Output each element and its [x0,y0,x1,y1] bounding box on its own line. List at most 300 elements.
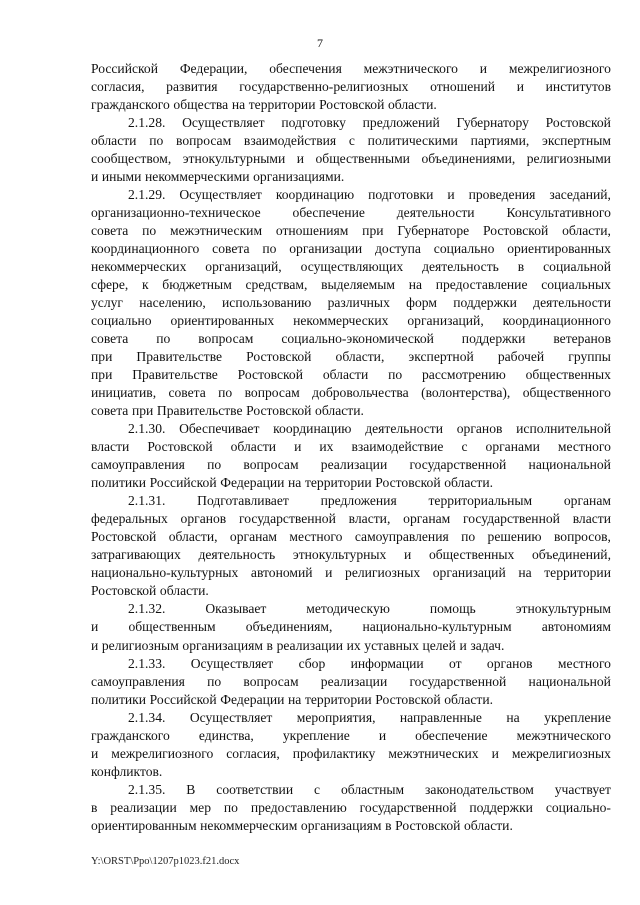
text-line [91,276,611,294]
text-line [91,60,611,78]
paragraph [91,492,611,600]
text-line [91,655,611,673]
word: 2.1.28. [128,115,166,131]
word: по [207,457,222,473]
word: к [141,277,149,293]
word: Оказывает [205,601,267,617]
text-line [91,763,611,781]
word: вопросам [243,457,299,473]
text-line [91,510,611,528]
word: межрелигиозных [511,745,611,761]
page-number: 7 [317,36,323,50]
text-line [91,745,611,763]
word: организациям [182,637,263,653]
word: органам [403,511,451,527]
word: местного [557,439,611,455]
word: поддержки [453,295,517,311]
word: организационно-техническое [91,205,261,221]
word: поддержки [461,331,526,347]
text-line [91,204,611,222]
word: обеспечения [269,61,342,76]
word: группы [568,349,611,365]
document-body [91,60,611,835]
word: 2.1.34. [128,709,166,725]
word: социально [433,241,495,257]
text-line [91,132,611,150]
word: государственной [409,457,507,473]
word: и [91,637,99,653]
word: Правительстве [156,403,243,419]
word: государственной [409,673,507,689]
word: области, [168,529,218,545]
word: Губернаторе [397,223,470,239]
paragraph [91,60,611,114]
word: при [131,403,154,419]
word: территории [304,475,372,491]
word: Ростовской [91,583,157,599]
word: территориальным [428,493,533,509]
text-line [91,781,611,799]
word: на [288,475,302,491]
word: организаций, [205,259,282,275]
paragraph [91,655,611,709]
word: различных [327,295,390,311]
word: подготовку [281,115,346,131]
word: реализации [320,457,388,473]
word: общества [173,97,229,113]
word: органам [229,529,278,545]
word: организациям [300,817,382,833]
word: 2.1.35. [128,781,166,797]
word: объединениями, [421,151,516,167]
text-line [91,114,611,132]
word: и [378,727,387,743]
word: мероприятия, [296,709,376,725]
word: организации [289,241,363,257]
word: религиозным [101,637,179,653]
word: области. [315,403,364,419]
word: общественных [525,367,611,383]
text-line [91,186,611,204]
word: Ростовской [246,403,312,419]
word: законодательством [425,781,534,797]
word: проведения [468,187,536,203]
word: общественным [128,619,216,635]
word: и [296,151,305,167]
word: и [91,745,99,761]
word: и [479,61,488,76]
word: иными [101,169,142,185]
word: помощь [429,601,476,617]
word: затрагивающих [91,547,181,563]
word: объединениям, [245,619,333,635]
word: гражданского [91,727,170,743]
word: деятельности [365,421,444,437]
word: Федерации, [179,61,248,76]
word: организаций [432,565,506,581]
text-line [91,330,611,348]
word: их [346,637,361,653]
word: местного [289,529,343,545]
word: отношений [430,79,496,95]
text-line [91,709,611,727]
text-line [91,150,611,168]
paragraph [91,114,611,186]
word: гражданского [91,97,170,113]
word: совета [91,331,129,347]
word: по [388,367,403,383]
word: мер [189,799,212,815]
word: территории [248,97,316,113]
word: сфере, [91,277,129,293]
word: автономий [250,565,313,581]
text-line [91,96,611,114]
word: национальной [528,673,611,689]
word: Ростовской [482,223,549,239]
word: вопросам [244,385,300,401]
word: по [156,331,171,347]
word: Федерации [220,691,285,707]
word: социальной [543,259,611,275]
word: власти [572,511,611,527]
word: общественными [315,151,410,167]
word: 2.1.30. [128,421,166,437]
word: органов [180,511,227,527]
text-line [91,222,611,240]
word: Консультативного [506,205,611,221]
word: отношениям [275,223,349,239]
word: и [404,547,412,563]
paragraph [91,420,611,492]
word: В [186,781,196,797]
word: взаимодействия [243,133,337,149]
word: территории [304,691,372,707]
word: органов [456,421,503,437]
word: области, [335,349,385,365]
word: в [266,637,273,653]
word: социально [91,313,152,329]
word: осуществляющих [300,259,404,275]
word: межрелигиозного [111,745,214,761]
word: координационного [502,313,611,329]
word: по [207,673,222,689]
word: и [91,169,99,185]
text-line [91,240,611,258]
word: Осуществляет [182,115,265,131]
word: государственной [463,511,560,527]
word: доступа [375,241,421,257]
paragraph [91,600,611,654]
word: деятельности [533,295,611,311]
word: власти, [348,511,391,527]
text-line [91,637,611,655]
word: участвует [554,781,611,797]
word: области. [444,475,494,491]
word: межэтнического [516,727,611,743]
word: согласия, [226,745,280,761]
word: области [230,439,277,455]
text-line [91,673,611,691]
word: национально-культурным [362,619,512,635]
word: вопросам [176,133,232,149]
word: направленные [399,709,482,725]
word: целей [422,637,456,653]
word: 2.1.31. [128,493,166,509]
word: экспертным [541,133,611,149]
word: Ростовской [237,367,303,383]
word: самоуправления [91,457,185,473]
text-line [91,691,611,709]
word: Ростовской [319,97,385,113]
word: в [517,259,525,275]
word: местного [557,655,611,671]
word: и [91,619,99,635]
word: органов [486,655,533,671]
word: области, [562,223,611,239]
word: некоммерческих [293,313,389,329]
word: координационного [91,241,200,257]
word: и [516,79,524,95]
paragraph [91,186,611,420]
word: общественных [428,547,515,563]
word: области. [444,691,494,707]
word: области. [387,97,437,113]
word: при [91,349,113,365]
word: методическую [306,601,390,617]
text-line [91,366,611,384]
word: политическими [367,133,458,149]
text-line [91,438,611,456]
word: при [362,223,384,239]
word: предоставлению [250,799,347,815]
word: бюджетным [162,277,232,293]
word: на [506,709,520,725]
word: Ростовской [246,349,312,365]
text-line [91,817,611,835]
word: Подготавливает [197,493,289,509]
word: развития [166,79,218,95]
word: области. [159,583,209,599]
word: по [461,529,476,545]
word: партиями, [470,133,530,149]
word: сбор [298,655,326,671]
word: автономиям [541,619,611,635]
word: 2.1.29. [128,187,166,203]
word: политики [91,691,147,707]
word: соответствии [216,781,294,797]
word: подготовки [368,187,434,203]
word: некоммерческих [91,259,187,275]
word: Осуществляет [189,709,273,725]
word: национально-культурных [91,565,239,581]
word: и [491,745,499,761]
word: совета [212,241,250,257]
word: средствам, [245,277,308,293]
word: деятельности [396,205,475,221]
text-line [91,294,611,312]
text-line [91,168,611,186]
word: по [149,133,164,149]
word: реализации [276,637,343,653]
word: Правительстве [136,349,223,365]
word: государственно-религиозных [239,79,409,95]
word: по [218,385,233,401]
word: взаимодействие [351,439,444,455]
word: Ростовской [91,529,157,545]
word: самоуправления [354,529,449,545]
text-line [91,312,611,330]
file-path-footer: Y:\ORST\Ppo\1207p1023.f21.docx [91,856,240,867]
word: межэтнического [363,61,458,76]
word: области. [464,817,513,833]
text-line [91,618,611,636]
word: на [408,277,422,293]
word: с [314,781,321,797]
text-line [91,799,611,817]
word: совета [91,403,129,419]
word: власти [91,439,130,455]
word: по [262,241,277,257]
word: области [91,133,137,149]
word: обеспечение [415,727,488,743]
word: решению [487,529,542,545]
word: задач. [470,637,505,653]
word: политики [91,475,147,491]
word: заседаний, [549,187,611,203]
word: добровольчества [312,385,409,401]
word: укрепление [544,709,611,725]
word: ветеранов [553,331,611,347]
word: рабочей [497,349,545,365]
word: согласия, [91,79,145,95]
word: услуг [91,295,123,311]
text-line [91,420,611,438]
word: Обеспечивает [179,421,260,437]
word: органами [485,439,540,455]
text-line [91,600,611,618]
word: религиозными [526,151,611,167]
word: государственной [359,799,457,815]
word: вопросам [243,673,299,689]
word: общественного [522,385,611,401]
word: от [449,655,462,671]
word: профилактику [292,745,376,761]
word: этнокультурных [292,547,387,563]
word: 2.1.33. [128,655,166,671]
word: информации [350,655,424,671]
paragraph [91,781,611,835]
word: федеральных [91,511,168,527]
word: Ростовской [375,691,441,707]
word: на [518,565,532,581]
word: ориентированных [170,313,275,329]
word: социально-экономической [281,331,434,347]
word: государственной [239,511,336,527]
text-line [91,258,611,276]
word: координацию [275,187,355,203]
word: единства, [198,727,254,743]
word: и [294,439,302,455]
word: межрелигиозного [508,61,611,76]
word: по [223,799,238,815]
word: ориентированным [91,817,197,833]
word: совета [91,223,129,239]
word: Российской [149,691,217,707]
word: с [348,133,355,149]
word: Федерации [220,475,285,491]
word: деятельность [198,547,276,563]
text-line [91,528,611,546]
word: укрепление [282,727,350,743]
word: Ростовской [395,817,461,833]
word: Российской [91,61,158,76]
word: некоммерческими [145,169,250,185]
word: объединений, [532,547,611,563]
word: уставных [364,637,419,653]
word: и [459,637,467,653]
word: органам [563,493,611,509]
word: этнокультурными [182,151,286,167]
word: реализации [110,799,177,815]
word: религиозных [345,565,421,581]
word: межэтнических [388,745,479,761]
word: поддержки [469,799,533,815]
word: инициатив, [91,385,157,401]
word: в [91,799,98,815]
word: Осуществляет [190,655,274,671]
text-line [91,348,611,366]
text-line [91,78,611,96]
word: национальной [528,457,611,473]
text-line [91,564,611,582]
word: населению, [139,295,206,311]
word: исполнительной [516,421,611,437]
word: 2.1.32. [128,601,166,617]
word: Осуществляет [179,187,262,203]
word: предложений [362,115,440,131]
word: ориентированных [507,241,611,257]
word: этнокультурным [515,601,611,617]
word: вопросам [198,331,254,347]
word: межэтническим [169,223,263,239]
word: рассмотрению [422,367,506,383]
word: (волонтерства), [421,385,511,401]
word: использованию [222,295,312,311]
word: при [91,367,113,383]
word: области [322,367,369,383]
word: выделяемым [321,277,395,293]
text-line [91,384,611,402]
word: Ростовской [147,439,213,455]
word: и [447,187,455,203]
word: областным [340,781,405,797]
word: на [231,97,246,113]
text-line [91,727,611,745]
word: на [288,691,302,707]
word: конфликтов. [91,763,163,779]
word: координацию [273,421,352,437]
text-line [91,546,611,564]
word: социально- [545,799,611,815]
word: предложения [320,493,397,509]
word: их [319,439,334,455]
word: организациями. [253,169,345,185]
word: в [385,817,392,833]
text-line [91,492,611,510]
word: самоуправления [91,673,185,689]
word: организаций, [407,313,484,329]
word: предоставление [435,277,528,293]
